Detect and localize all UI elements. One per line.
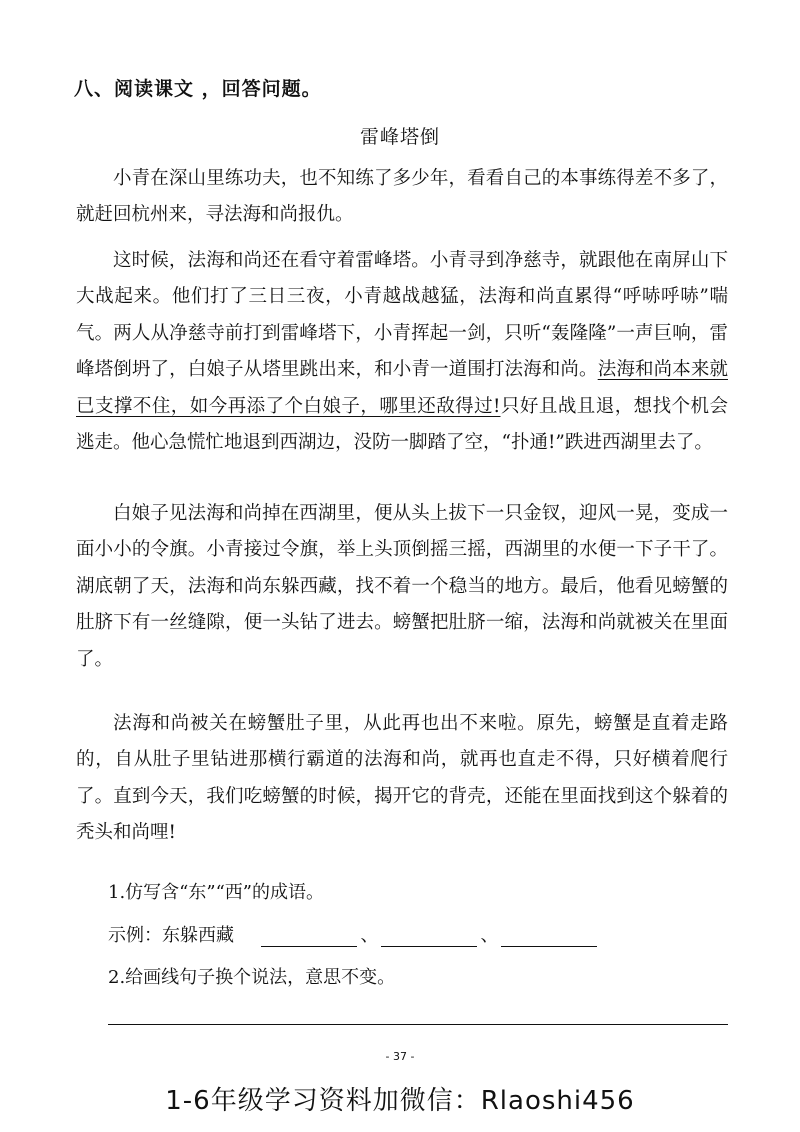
question-1: 1.仿写含“东”“西”的成语。 xyxy=(108,882,324,903)
example-label: 示例：东躲西藏 xyxy=(108,925,234,946)
section-heading: 八、阅读课文 ，回答问题。 xyxy=(74,78,322,100)
paragraph-1: 小青在深山里练功夫，也不知练了多少年，看看自己的本事练得差不多了，就赶回杭州来，寻法海和尚报仇。 xyxy=(76,168,728,226)
paragraph-4: 法海和尚被关在螃蟹肚子里，从此再也出不来啦。原先，螃蟹是直着走路的，自从肚子里钻进那横行霸道的法海和尚，就再也直走不得，只好横着爬行了。直到今天，我们吃螃蟹的时候，揭开它的背壳，还能在里面找到这个躲着的秃头和尚哩! xyxy=(76,713,728,844)
answer-blank-1[interactable] xyxy=(261,928,357,947)
passage-title: 雷峰塔倒 xyxy=(359,126,440,148)
paragraph-2-after: 只好且战且退，想找个机会逃走。他心急慌忙地退到西湖边，没防一脚踏了空，“扑通!”跌进西湖里去了。 xyxy=(76,395,728,454)
paragraph-2 xyxy=(76,243,728,461)
paragraph-3: 白娘子见法海和尚掉在西湖里，便从头上拔下一只金钗，迎风一晃，变成一面小小的令旗。小青接过令旗，举上头顶倒摇三摇，西湖里的水便一下子干了。湖底朝了天，法海和尚东躲西藏，找不着一个稳当的地方。最后，他看见螃蟹的肚脐下有一丝缝隙，便一头钻了进去。螃蟹把肚脐一缩，法海和尚就被关在里面了。 xyxy=(76,503,728,670)
separator: 、 xyxy=(360,925,379,946)
example-row xyxy=(108,921,599,947)
answer-blank-3[interactable] xyxy=(501,928,597,947)
question-2: 2.给画线句子换个说法，意思不变。 xyxy=(108,967,396,988)
page-number: - 37 - xyxy=(385,1050,415,1063)
underlined-sentence: 法海和尚本来就已支撑不住，如今再添了个白娘子，哪里还敌得过! xyxy=(76,359,728,417)
answer-blank-2[interactable] xyxy=(381,928,477,947)
paragraph-2-before: 这时候，法海和尚还在看守着雷峰塔。小青寻到净慈寺，就跟他在南屏山下大战起来。他们打了三日三夜，小青越战越猛，法海和尚直累得“呼哧呼哧”喘气。两人从净慈寺前打到雷峰塔下，小青挥起一剑，只听“轰隆隆”一声巨响，雷峰塔倒坍了，白娘子从塔里跳出来，和小青一道围打法海和尚。 xyxy=(76,250,728,381)
answer-line[interactable] xyxy=(108,1024,728,1025)
separator: 、 xyxy=(480,925,499,946)
footer-watermark: 1-6年级学习资料加微信：Rlaoshi456 xyxy=(165,1086,635,1116)
